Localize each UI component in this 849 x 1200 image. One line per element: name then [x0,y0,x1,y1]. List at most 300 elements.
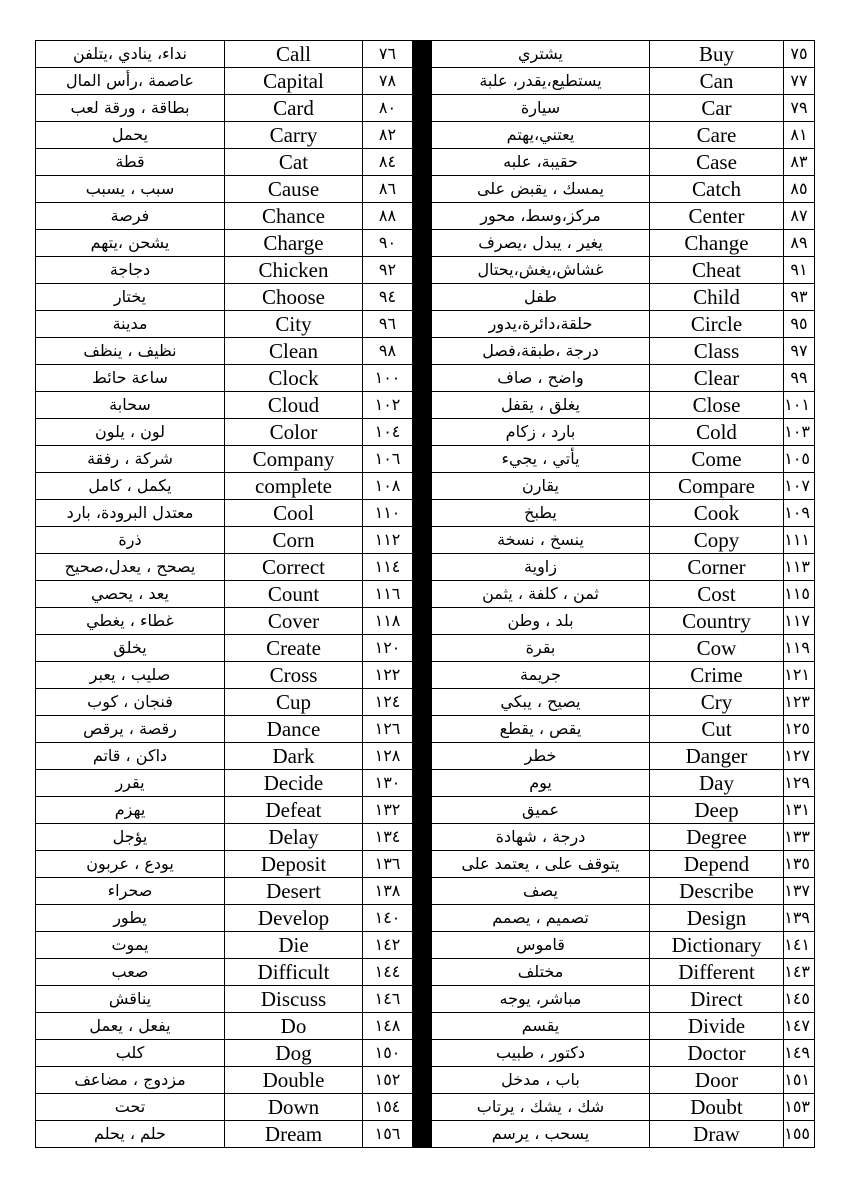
left-entry-number: ١٢٠ [363,635,414,662]
right-arabic-meaning: يسحب ، يرسم [431,1121,650,1148]
right-arabic-meaning: يقارن [431,473,650,500]
column-divider [414,338,431,365]
right-english-word: Change [650,230,784,257]
right-entry-number: ١٢٣ [784,689,815,716]
right-entry-number: ٨٣ [784,149,815,176]
left-english-word: City [225,311,363,338]
left-arabic-meaning: يعد ، يحصي [36,581,225,608]
left-entry-number: ٩٢ [363,257,414,284]
right-entry-number: ١١١ [784,527,815,554]
left-entry-number: ١٥٦ [363,1121,414,1148]
left-entry-number: ١٢٢ [363,662,414,689]
column-divider [414,527,431,554]
left-arabic-meaning: حلم ، يحلم [36,1121,225,1148]
left-english-word: Dark [225,743,363,770]
right-arabic-meaning: شك ، يشك ، يرتاب [431,1094,650,1121]
table-row [36,716,815,743]
table-row [36,905,815,932]
left-entry-number: ١٤٦ [363,986,414,1013]
table-row [36,1067,815,1094]
left-entry-number: ٨٠ [363,95,414,122]
right-arabic-meaning: باب ، مدخل [431,1067,650,1094]
table-row [36,203,815,230]
column-divider [414,41,431,68]
right-entry-number: ١٠٥ [784,446,815,473]
right-arabic-meaning: مركز،وسط، محور [431,203,650,230]
left-english-word: Deposit [225,851,363,878]
left-arabic-meaning: سبب ، يسبب [36,176,225,203]
left-english-word: Call [225,41,363,68]
column-divider [414,608,431,635]
right-entry-number: ٨١ [784,122,815,149]
left-entry-number: ١١٤ [363,554,414,581]
column-divider [414,1094,431,1121]
table-row [36,689,815,716]
right-english-word: Come [650,446,784,473]
left-entry-number: ١٠٠ [363,365,414,392]
left-entry-number: ٨٦ [363,176,414,203]
left-arabic-meaning: نداء، ينادي ،يتلفن [36,41,225,68]
left-arabic-meaning: يقرر [36,770,225,797]
left-arabic-meaning: يناقش [36,986,225,1013]
right-arabic-meaning: بقرة [431,635,650,662]
left-arabic-meaning: صليب ، يعبر [36,662,225,689]
left-arabic-meaning: يهزم [36,797,225,824]
left-arabic-meaning: معتدل البرودة، بارد [36,500,225,527]
right-entry-number: ٨٩ [784,230,815,257]
left-arabic-meaning: يودع ، عربون [36,851,225,878]
right-english-word: Describe [650,878,784,905]
column-divider [414,689,431,716]
left-english-word: Corn [225,527,363,554]
right-entry-number: ٧٥ [784,41,815,68]
left-arabic-meaning: يختار [36,284,225,311]
column-divider [414,554,431,581]
left-english-word: Correct [225,554,363,581]
right-english-word: Center [650,203,784,230]
right-entry-number: ١١٥ [784,581,815,608]
table-row [36,95,815,122]
left-english-word: Develop [225,905,363,932]
table-row [36,149,815,176]
right-arabic-meaning: حلقة،دائرة،يدور [431,311,650,338]
right-english-word: Design [650,905,784,932]
left-english-word: Dog [225,1040,363,1067]
left-english-word: Choose [225,284,363,311]
right-arabic-meaning: بارد ، زكام [431,419,650,446]
right-entry-number: ١٠٩ [784,500,815,527]
right-arabic-meaning: يصف [431,878,650,905]
left-english-word: Defeat [225,797,363,824]
left-english-word: Capital [225,68,363,95]
left-arabic-meaning: يفعل ، يعمل [36,1013,225,1040]
left-entry-number: ١٣٤ [363,824,414,851]
right-entry-number: ١٢١ [784,662,815,689]
right-entry-number: ١٥٥ [784,1121,815,1148]
right-english-word: Copy [650,527,784,554]
column-divider [414,176,431,203]
left-arabic-meaning: سحابة [36,392,225,419]
left-arabic-meaning: كلب [36,1040,225,1067]
right-arabic-meaning: يصيح ، يبكي [431,689,650,716]
right-english-word: Direct [650,986,784,1013]
table-row [36,1013,815,1040]
right-arabic-meaning: يوم [431,770,650,797]
left-entry-number: ١٠٤ [363,419,414,446]
table-row [36,797,815,824]
left-arabic-meaning: ذرة [36,527,225,554]
column-divider [414,311,431,338]
left-english-word: Charge [225,230,363,257]
table-row [36,257,815,284]
table-row [36,68,815,95]
right-arabic-meaning: مختلف [431,959,650,986]
right-arabic-meaning: ينسخ ، نسخة [431,527,650,554]
right-entry-number: ٧٧ [784,68,815,95]
left-english-word: Cat [225,149,363,176]
right-english-word: Crime [650,662,784,689]
column-divider [414,473,431,500]
right-arabic-meaning: عميق [431,797,650,824]
right-arabic-meaning: دكتور ، طبيب [431,1040,650,1067]
right-english-word: Country [650,608,784,635]
left-arabic-meaning: يخلق [36,635,225,662]
left-arabic-meaning: صحراء [36,878,225,905]
left-entry-number: ٩٨ [363,338,414,365]
column-divider [414,500,431,527]
left-english-word: Card [225,95,363,122]
left-english-word: Decide [225,770,363,797]
right-entry-number: ١١٩ [784,635,815,662]
table-row [36,554,815,581]
left-english-word: Desert [225,878,363,905]
table-row [36,878,815,905]
left-english-word: Clock [225,365,363,392]
right-arabic-meaning: جريمة [431,662,650,689]
right-arabic-meaning: سيارة [431,95,650,122]
right-entry-number: ١٣٧ [784,878,815,905]
left-arabic-meaning: دجاجة [36,257,225,284]
left-english-word: Color [225,419,363,446]
right-arabic-meaning: يغلق ، يقفل [431,392,650,419]
column-divider [414,878,431,905]
right-english-word: Case [650,149,784,176]
right-entry-number: ٩٥ [784,311,815,338]
right-english-word: Deep [650,797,784,824]
left-english-word: Chance [225,203,363,230]
table-row [36,770,815,797]
right-arabic-meaning: يتوقف على ، يعتمد على [431,851,650,878]
right-english-word: Class [650,338,784,365]
left-entry-number: ١٤٢ [363,932,414,959]
table-row [36,176,815,203]
right-arabic-meaning: درجة ، شهادة [431,824,650,851]
left-entry-number: ١١٦ [363,581,414,608]
column-divider [414,230,431,257]
left-entry-number: ٨٤ [363,149,414,176]
left-english-word: Cool [225,500,363,527]
column-divider [414,905,431,932]
table-row [36,635,815,662]
right-english-word: Compare [650,473,784,500]
right-english-word: Cut [650,716,784,743]
left-arabic-meaning: مدينة [36,311,225,338]
table-row [36,284,815,311]
left-arabic-meaning: بطاقة ، ورقة لعب [36,95,225,122]
right-english-word: Draw [650,1121,784,1148]
left-entry-number: ١١٠ [363,500,414,527]
table-row [36,392,815,419]
right-english-word: Dictionary [650,932,784,959]
right-arabic-meaning: يستطيع،يقدر، علبة [431,68,650,95]
right-entry-number: ١٥١ [784,1067,815,1094]
left-entry-number: ١٢٤ [363,689,414,716]
table-row [36,365,815,392]
left-english-word: Chicken [225,257,363,284]
left-entry-number: ١٥٠ [363,1040,414,1067]
column-divider [414,716,431,743]
left-entry-number: ١٣٢ [363,797,414,824]
left-english-word: Carry [225,122,363,149]
right-entry-number: ١٢٩ [784,770,815,797]
table-row [36,527,815,554]
table-row [36,662,815,689]
right-english-word: Care [650,122,784,149]
table-row [36,1121,815,1148]
left-entry-number: ١٤٤ [363,959,414,986]
column-divider [414,986,431,1013]
left-english-word: Clean [225,338,363,365]
right-arabic-meaning: حقيبة، علبه [431,149,650,176]
left-entry-number: ٧٦ [363,41,414,68]
right-entry-number: ٨٧ [784,203,815,230]
right-entry-number: ١٣٥ [784,851,815,878]
right-english-word: Car [650,95,784,122]
column-divider [414,365,431,392]
left-entry-number: ١٠٨ [363,473,414,500]
right-arabic-meaning: تصميم ، يصمم [431,905,650,932]
right-entry-number: ١٠٧ [784,473,815,500]
right-arabic-meaning: غشاش،يغش،يحتال [431,257,650,284]
left-entry-number: ١٥٤ [363,1094,414,1121]
left-arabic-meaning: يصحح ، يعدل،صحيح [36,554,225,581]
left-arabic-meaning: غطاء ، يغطي [36,608,225,635]
left-english-word: Cover [225,608,363,635]
left-entry-number: ١٢٨ [363,743,414,770]
right-arabic-meaning: يأتي ، يجيء [431,446,650,473]
right-english-word: Can [650,68,784,95]
right-arabic-meaning: مباشر، يوجه [431,986,650,1013]
right-english-word: Child [650,284,784,311]
right-english-word: Clear [650,365,784,392]
left-entry-number: ٩٠ [363,230,414,257]
column-divider [414,581,431,608]
table-row [36,824,815,851]
left-arabic-meaning: عاصمة ،رأس المال [36,68,225,95]
right-arabic-meaning: يقص ، يقطع [431,716,650,743]
table-row [36,311,815,338]
left-entry-number: ١٢٦ [363,716,414,743]
left-entry-number: ٩٤ [363,284,414,311]
right-entry-number: ١٤١ [784,932,815,959]
right-arabic-meaning: يمسك ، يقبض على [431,176,650,203]
right-english-word: Door [650,1067,784,1094]
left-arabic-meaning: داكن ، قاتم [36,743,225,770]
right-arabic-meaning: يغير ، يبدل ،يصرف [431,230,650,257]
right-arabic-meaning: خطر [431,743,650,770]
right-english-word: Cost [650,581,784,608]
left-arabic-meaning: يحمل [36,122,225,149]
left-english-word: Count [225,581,363,608]
right-arabic-meaning: زاوية [431,554,650,581]
right-english-word: Cry [650,689,784,716]
table-row [36,932,815,959]
left-english-word: Dance [225,716,363,743]
column-divider [414,1121,431,1148]
right-arabic-meaning: يقسم [431,1013,650,1040]
right-arabic-meaning: يعتني،يهتم [431,122,650,149]
column-divider [414,68,431,95]
right-arabic-meaning: يشتري [431,41,650,68]
left-english-word: Die [225,932,363,959]
left-english-word: Down [225,1094,363,1121]
left-arabic-meaning: فرصة [36,203,225,230]
left-arabic-meaning: صعب [36,959,225,986]
left-entry-number: ١١٢ [363,527,414,554]
right-entry-number: ١٤٩ [784,1040,815,1067]
right-entry-number: ١٢٥ [784,716,815,743]
right-english-word: Different [650,959,784,986]
table-row [36,41,815,68]
column-divider [414,95,431,122]
right-english-word: Doubt [650,1094,784,1121]
left-entry-number: ١٤٨ [363,1013,414,1040]
table-row [36,581,815,608]
left-entry-number: ١١٨ [363,608,414,635]
left-english-word: Difficult [225,959,363,986]
column-divider [414,1067,431,1094]
left-entry-number: ١٣٠ [363,770,414,797]
right-entry-number: ٨٥ [784,176,815,203]
table-row [36,851,815,878]
right-entry-number: ١١٣ [784,554,815,581]
table-row [36,959,815,986]
right-entry-number: ١٤٣ [784,959,815,986]
left-arabic-meaning: يشحن ،يتهم [36,230,225,257]
right-english-word: Close [650,392,784,419]
left-arabic-meaning: مزدوج ، مضاعف [36,1067,225,1094]
left-arabic-meaning: لون ، يلون [36,419,225,446]
right-entry-number: ٩١ [784,257,815,284]
left-arabic-meaning: يطور [36,905,225,932]
left-english-word: Cause [225,176,363,203]
left-english-word: Do [225,1013,363,1040]
right-english-word: Circle [650,311,784,338]
left-english-word: Delay [225,824,363,851]
right-entry-number: ١٣١ [784,797,815,824]
column-divider [414,392,431,419]
right-english-word: Cow [650,635,784,662]
table-row [36,986,815,1013]
left-arabic-meaning: تحت [36,1094,225,1121]
right-entry-number: ١٠٣ [784,419,815,446]
right-english-word: Divide [650,1013,784,1040]
right-arabic-meaning: درجة ،طبقة،فصل [431,338,650,365]
table-row [36,419,815,446]
table-row [36,230,815,257]
left-arabic-meaning: يكمل ، كامل [36,473,225,500]
left-arabic-meaning: ساعة حائط [36,365,225,392]
table-row [36,338,815,365]
column-divider [414,770,431,797]
left-entry-number: ١٣٦ [363,851,414,878]
table-row [36,122,815,149]
table-row [36,500,815,527]
column-divider [414,662,431,689]
left-arabic-meaning: قطة [36,149,225,176]
left-english-word: Company [225,446,363,473]
right-arabic-meaning: واضح ، صاف [431,365,650,392]
right-entry-number: ٩٧ [784,338,815,365]
table-row [36,473,815,500]
column-divider [414,149,431,176]
right-arabic-meaning: بلد ، وطن [431,608,650,635]
vocabulary-table [35,40,815,1148]
right-arabic-meaning: يطبخ [431,500,650,527]
right-entry-number: ٩٩ [784,365,815,392]
column-divider [414,851,431,878]
right-arabic-meaning: ثمن ، كلفة ، يثمن [431,581,650,608]
left-entry-number: ٨٢ [363,122,414,149]
right-entry-number: ١٤٥ [784,986,815,1013]
right-english-word: Cheat [650,257,784,284]
vocabulary-table-body [36,41,815,1148]
left-english-word: Cloud [225,392,363,419]
right-entry-number: ١٠١ [784,392,815,419]
column-divider [414,203,431,230]
left-english-word: Create [225,635,363,662]
left-english-word: Dream [225,1121,363,1148]
column-divider [414,635,431,662]
left-arabic-meaning: شركة ، رفقة [36,446,225,473]
right-entry-number: ١٣٣ [784,824,815,851]
column-divider [414,932,431,959]
right-entry-number: ٩٣ [784,284,815,311]
left-entry-number: ٨٨ [363,203,414,230]
right-arabic-meaning: قاموس [431,932,650,959]
left-entry-number: ١٥٢ [363,1067,414,1094]
table-row [36,446,815,473]
column-divider [414,959,431,986]
left-arabic-meaning: فنجان ، كوب [36,689,225,716]
right-entry-number: ١٢٧ [784,743,815,770]
right-entry-number: ٧٩ [784,95,815,122]
right-entry-number: ١٣٩ [784,905,815,932]
column-divider [414,284,431,311]
right-entry-number: ١٥٣ [784,1094,815,1121]
left-entry-number: ٧٨ [363,68,414,95]
right-entry-number: ١٤٧ [784,1013,815,1040]
left-english-word: Cross [225,662,363,689]
left-entry-number: ١٣٨ [363,878,414,905]
left-english-word: Cup [225,689,363,716]
right-english-word: Danger [650,743,784,770]
left-entry-number: ١٠٦ [363,446,414,473]
table-row [36,1040,815,1067]
left-entry-number: ١٤٠ [363,905,414,932]
column-divider [414,1040,431,1067]
right-english-word: Degree [650,824,784,851]
